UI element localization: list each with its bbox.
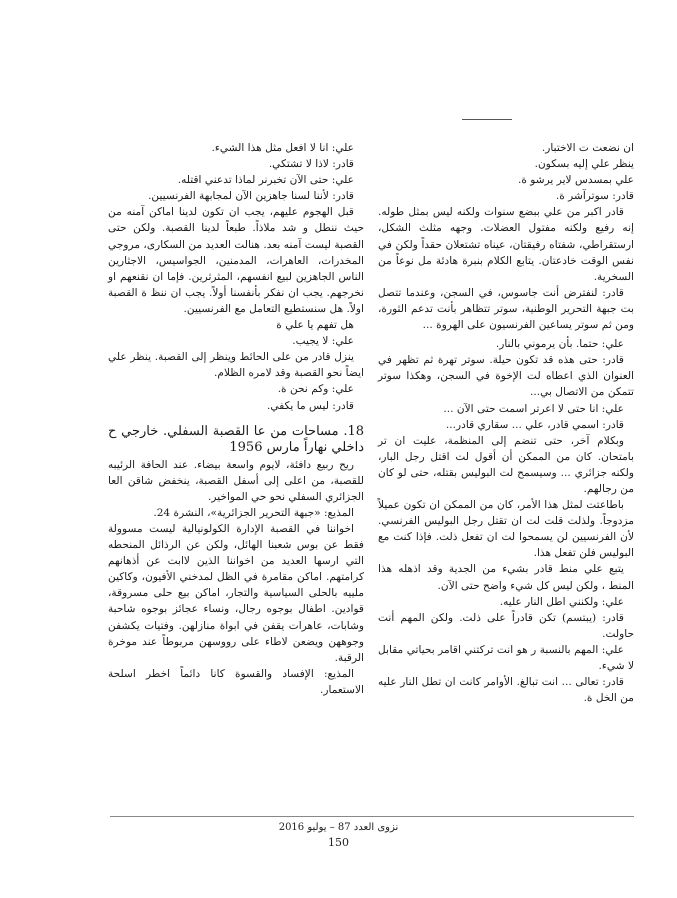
paragraph: قادر اكبر من علي ببضع سنوات ولكنه ليس بمثل طوله. إنه رفيع ولكنه مفتول العضلات. وجهه مثلث الشكل، ارستقراطي، شفتاه رفيقتان، عيناه تشتعلان حقداً ولكن في نفس الوقت خادعتان. يتابع الكلام بنبرة هادئة مل نوعاً من السخرية. bbox=[378, 206, 634, 283]
paragraph: ان نضعت ت الاختبار. bbox=[541, 142, 634, 154]
paragraph: المذيع: الإفساد والقسوة كانا دائماً اخطر اسلحة الاستعمار. bbox=[108, 667, 364, 696]
paragraph: قادر: لأننا لسنا جاهزين الآن لمجابهة الفرنسيين. bbox=[148, 190, 354, 203]
paragraph: وبكلام آخر، حتى تنضم إلى المنظمة، عليت ان تر بامتحان. كان من الممكن أن أقول لت اقتل رجل البار، ولكنه جزائري ... وسيسمح لت البوليس بقتله، حتى لو كان من رجالهم. bbox=[378, 434, 634, 495]
paragraph: علي: حتما. بأن يرموني بالنار. bbox=[495, 338, 624, 351]
paragraph: علي: لا يجيب. bbox=[292, 335, 354, 348]
paragraph: قادر: ليس ما يكفي. bbox=[267, 399, 354, 412]
paragraph: المذيع: «جبهة التحرير الجزائرية»، النشرة 24. bbox=[153, 506, 354, 519]
footer-divider bbox=[110, 816, 634, 817]
top-divider bbox=[462, 119, 512, 120]
paragraph: ينزل قادر من على الحائط وينظر إلى القصبة. ينظر علي ايضاً نحو القصبة وقد لامره الظلام. bbox=[108, 351, 364, 380]
paragraph: قادر: لاذا لا تشتكي. bbox=[268, 158, 354, 171]
paragraph: علي: ولكنني اطل النار عليه. bbox=[499, 595, 624, 608]
issue-label: نزوى العدد 87 – يوليو 2016 bbox=[278, 822, 399, 833]
right-column bbox=[378, 140, 634, 706]
paragraph: قادر: حتى هذه قد تكون حيلة. سوتر تهرة ثم تظهر في العنوان الذي اعطاه لت الإخوة في السجن، وهكذا سوتر تتمكن من الاتصال بي... bbox=[378, 354, 634, 399]
paragraph: علي: المهم بالنسبة ر هو انت تركتني اقامر بحياتي مقابل لا شيء. bbox=[378, 643, 634, 672]
paragraph: قادر: اسمي قادر، علي ... سقاري قادر... bbox=[445, 418, 624, 431]
paragraph: اخواننا في القصبة الإدارة الكولونيالية ليست مسوولة فقط عن بوس شعبنا الهائل، ولكن عن الرذائل المنحطه التي ارسها العديد من اخواننا الذين لاابت عن أذهانهم كرامتهم. اماكن مقامرة في الظل لمدخني الأفيون، وكاكين ملييه بالحلى السياسية والتجار، اماكن بيع حلى مسروقة، قوادين. اطفال بوجوه رجال، ونساء عجائز بوجوه شاحبة وشابات، عاهرات يقفن في ابواة منازلهن. وفتيات يكشفن وجوههن ويضعن لاطاء على رووسهن مربوطاً عند موخرة الرقبة. bbox=[108, 522, 364, 664]
paragraph: علي بمسدس لاير يرشو ة. bbox=[517, 174, 634, 187]
paragraph: باطاعتت لمثل هذا الأمر، كان من الممكن ان تكون عميلاً مزدوجاً. ولذلت قلت لت ان تقتل رجل البوليس الفرنسي. لأن الفرنسيين لن يسمحوا لت ان تفعل ذلت. فإذا كنت مع البوليس فلن تفعل هذا. bbox=[378, 499, 634, 560]
paragraph: علي: انا حتى لا اعرتر اسمت حتى الآن ... bbox=[443, 402, 624, 415]
paragraph: قادر: سوترآشر ة. bbox=[555, 190, 634, 203]
paragraph: قادر: تعالى ... انت تبالغ. الأوامر كانت ان تطل النار عليه من الخل ة. bbox=[378, 676, 634, 705]
paragraph: علي: انا لا افعل مثل هذا الشيء. bbox=[211, 142, 354, 154]
section-heading: 18. مساحات من عا القصبة السفلي. خارجي ح داخلي نهاراً مارس 1956 bbox=[108, 423, 364, 456]
page-number: 150 bbox=[328, 836, 349, 849]
paragraph: قادر: (يبتسم) تكن قادراً على ذلت. ولكن المهم أنت حاولت. bbox=[378, 611, 634, 640]
paragraph: علي: حتى الآن تخبرنر لماذا تدعني اقتله. bbox=[177, 174, 354, 187]
paragraph: هل تفهم يا علي ة bbox=[276, 319, 354, 332]
paragraph: قادر: لنفترض أنت جاسوس، في السجن، وعندما تتصل بت جبهة التحرير الوطنية، سوتر تتظاهر بأنت تدعم الثورة، ومن ثم سوتر يساعين الفرنسيون على الهروة ... bbox=[378, 286, 634, 332]
paragraph: ينظر علي إليه بسكون. bbox=[534, 158, 634, 171]
paragraph: قبل الهجوم عليهم، يجب ان تكون لدينا اماكن آمنه من حيث ننطل و شد ملاذاً. طبعاً لدينا القصبة. ولكن حتى القصبة ليست آمنه بعد. هنالت العديد من السكارى، مروجي المخدرات، العاهرات، المدمنين، الجواسيس، الاجثارين الناس الجاهزين لبيع انفسهم، المثرثرين. فإما ان نقنعهم او نخرجهم. يجب ان نفكر بأنفسنا أولاً. يجب ان ننظ ة القصبة اولاً. هل سنستطيع التعامل مع الفرنسيين. bbox=[108, 206, 364, 315]
left-column bbox=[108, 140, 364, 698]
paragraph: يتبع علي منط قادر بشيء من الجدية وقد اذهله هذا المنط ، ولكن ليس كل شيء واضح حتى الآن. bbox=[378, 563, 634, 592]
paragraph: ريح ربيع دافئة، لايوم واسعة بيضاء. عند الحافة الرئيبه للقصبة، من اعلى إلى أسفل القصبة، ينخفض شاقن العا الجزائري السفلي نحو حي المواخير. bbox=[108, 458, 364, 503]
paragraph: علي: وكم نحن ة. bbox=[277, 383, 354, 396]
